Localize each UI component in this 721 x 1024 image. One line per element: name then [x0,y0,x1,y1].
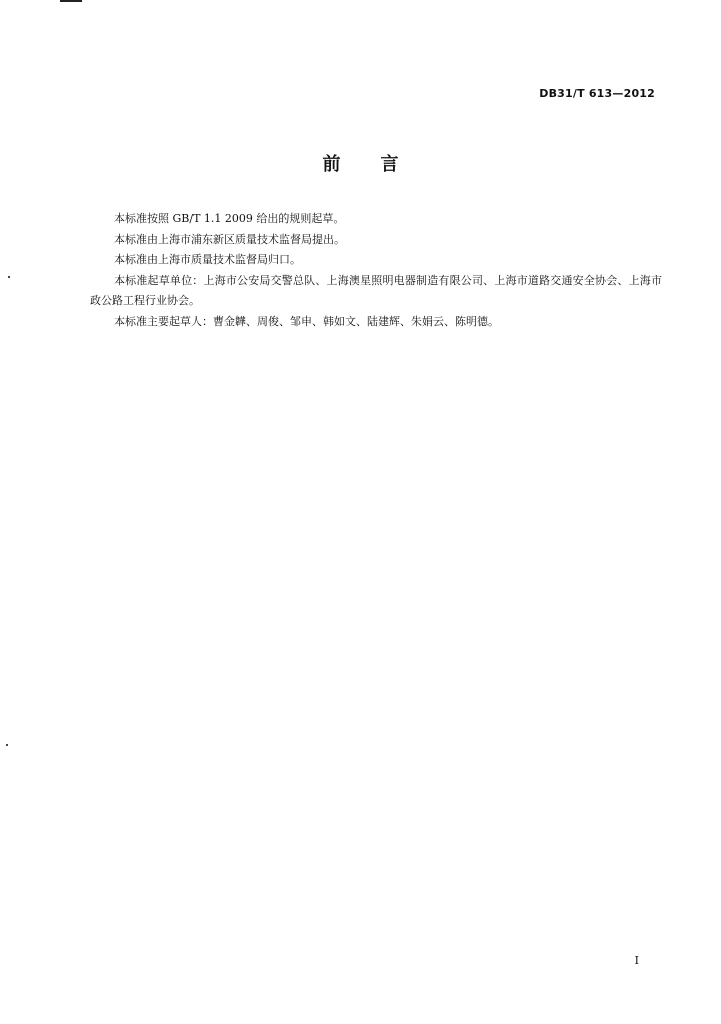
top-edge-rule [60,0,82,2]
page-title [0,150,721,176]
paragraph-drafters: 本标准主要起草人：曹金韡、周俊、邹申、韩如文、陆建辉、朱娟云、陈明德。 [114,314,499,328]
foreword-body [90,209,662,332]
page-number: I [634,954,639,967]
paragraph-drafting-units: 本标准起草单位：上海市公安局交警总队、上海澳星照明电器制造有限公司、上海市道路交通安全协会、上海市政公路工程行业协会。 [90,273,662,307]
paragraph-administrator: 本标准由上海市质量技术监督局归口。 [114,253,301,266]
scan-speck [8,276,10,278]
standard-code: DB31/T 613—2012 [539,87,655,100]
scan-speck [6,744,8,746]
title-char-1: 前 [322,154,341,175]
paragraph-drafting-rules: 本标准按照 GB/T 1.1 2009 给出的规则起草。 [114,212,345,225]
title-char-2: 言 [380,154,399,175]
paragraph-proposer: 本标准由上海市浦东新区质量技术监督局提出。 [114,232,345,246]
